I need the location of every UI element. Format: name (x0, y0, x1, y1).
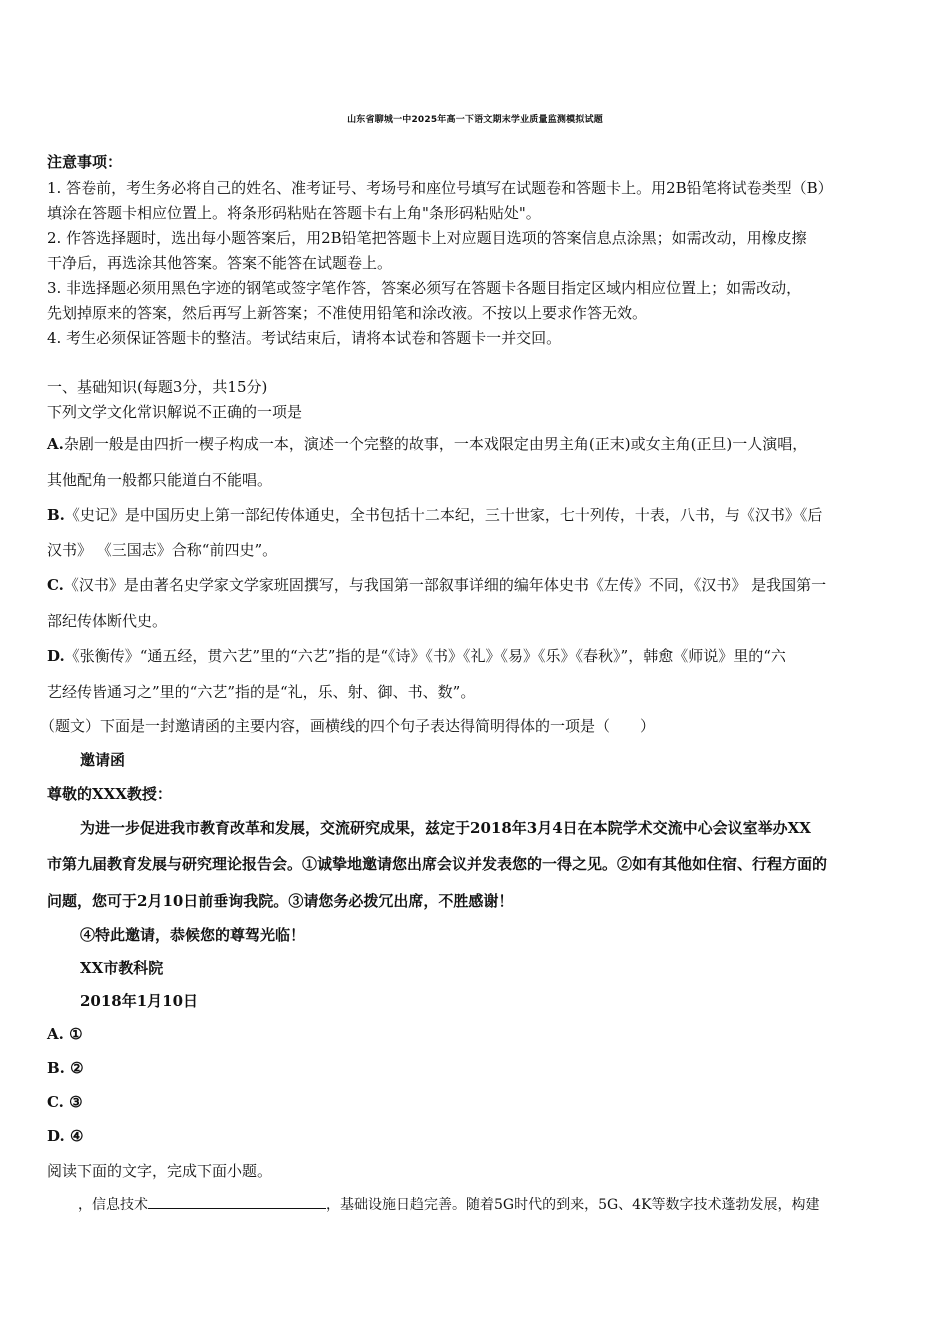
option-c (47, 1092, 83, 1112)
fill-blank[interactable] (148, 1194, 326, 1209)
option-c (47, 575, 826, 595)
question-stem: （题文）下面是一封邀请函的主要内容，画横线的四个句子表达得简明得体的一项是（ ） (40, 717, 656, 735)
option-d (47, 1126, 83, 1146)
option-label: D. (47, 647, 65, 665)
option-label: B. (47, 1059, 65, 1077)
reading-text-start: ，信息技术 (78, 1197, 148, 1213)
option-text: ③ (69, 1093, 83, 1111)
notes-line: 先划掉原来的答案，然后再写上新答案；不准使用铅笔和涂改液。不按以上要求作答无效。 (47, 304, 648, 322)
notes-line: 填涂在答题卡相应位置上。将条形码粘贴在答题卡右上角"条形码粘贴处"。 (47, 204, 541, 222)
option-a (47, 1024, 83, 1044)
option-text: ④ (69, 1127, 84, 1145)
option-text-cont: 其他配角一般都只能道白不能唱。 (47, 471, 273, 489)
option-b (47, 1058, 84, 1078)
notes-line: 3. 非选择题必须用黑色字迹的钢笔或签字笔作答，答案必须写在答题卡各题目指定区域内相应位置上；如需改动， (47, 279, 802, 297)
exam-title: 山东省聊城一中2025年高一下语文期末学业质量监测模拟试题 (347, 115, 603, 125)
option-label: C. (47, 576, 64, 594)
option-text: 《汉书》是由著名史学家文学家班固撰写，与我国第一部叙事详细的编年体史书《左传》不同，《汉书》 是我国第一 (63, 576, 827, 594)
section-heading: 一、基础知识(每题3分，共15分) (47, 378, 268, 396)
option-text: ② (70, 1059, 84, 1077)
option-b (47, 505, 822, 525)
letter-body-line: ④特此邀请，恭候您的尊驾光临！ (80, 926, 306, 944)
option-a (47, 434, 807, 454)
reading-intro: 阅读下面的文字，完成下面小题。 (47, 1162, 273, 1180)
letter-body-line: 问题，您可于2月10日前垂询我院。③请您务必拨冗出席，不胜感谢！ (47, 892, 514, 910)
letter-signature: XX市教科院 (80, 959, 164, 977)
option-text-cont: 艺经传皆通习之”里的“六艺”指的是“礼，乐、射、御、书、数”。 (47, 683, 476, 701)
notes-line: 2. 作答选择题时，选出每小题答案后，用2B铅笔把答题卡上对应题目选项的答案信息点涂黑；如需改动，用橡皮擦 (47, 229, 807, 247)
option-text-cont: 部纪传体断代史。 (47, 612, 168, 630)
notes-line: 4. 考生必须保证答题卡的整洁。考试结束后，请将本试卷和答题卡一并交回。 (47, 329, 562, 347)
letter-body-line: 市第九届教育发展与研究理论报告会。①诚挚地邀请您出席会议并发表您的一得之见。②如有其他如住宿、行程方面的 (47, 855, 828, 873)
option-text: ① (69, 1025, 83, 1043)
option-text: 《张衡传》“通五经，贯六艺”里的“六艺”指的是“《诗》《书》《礼》《易》《乐》《春秋》”，韩愈《师说》里的“六 (64, 647, 786, 665)
letter-body-line: 为进一步促进我市教育改革和发展，交流研究成果，兹定于2018年3月4日在本院学术交流中心会议室举办XX (80, 819, 811, 837)
option-label: D. (47, 1127, 65, 1145)
option-text: 《史记》是中国历史上第一部纪传体通史，全书包括十二本纪，三十世家，七十列传，十表，八书，与《汉书》《后 (64, 506, 823, 524)
option-text-cont: 汉书》 《三国志》合称“前四史”。 (47, 541, 278, 559)
option-label: C. (47, 1093, 64, 1111)
question-stem: 下列文学文化常识解说不正确的一项是 (47, 403, 303, 421)
option-label: B. (47, 506, 65, 524)
letter-date: 2018年1月10日 (80, 992, 199, 1010)
letter-title: 邀请函 (80, 751, 126, 769)
reading-text-end: ，基础设施日趋完善。随着5G时代的到来，5G、4K等数字技术蓬勃发展，构建 (326, 1197, 820, 1213)
option-label: A. (47, 1025, 64, 1043)
option-label: A. (47, 435, 64, 453)
letter-salutation: 尊敬的XXX教授： (47, 785, 172, 803)
notes-line: 1. 答卷前，考生务必将自己的姓名、准考证号、考场号和座位号填写在试题卷和答题卡上。用2B铅笔将试卷类型（B） (47, 179, 833, 197)
reading-line (78, 1194, 820, 1215)
notes-heading: 注意事项： (47, 153, 123, 171)
option-text: 杂剧一般是由四折一楔子构成一本，演述一个完整的故事，一本戏限定由男主角(正末)或女主角(正旦)一人演唱， (63, 435, 808, 453)
notes-line: 干净后，再选涂其他答案。答案不能答在试题卷上。 (47, 254, 393, 272)
option-d (47, 646, 786, 666)
